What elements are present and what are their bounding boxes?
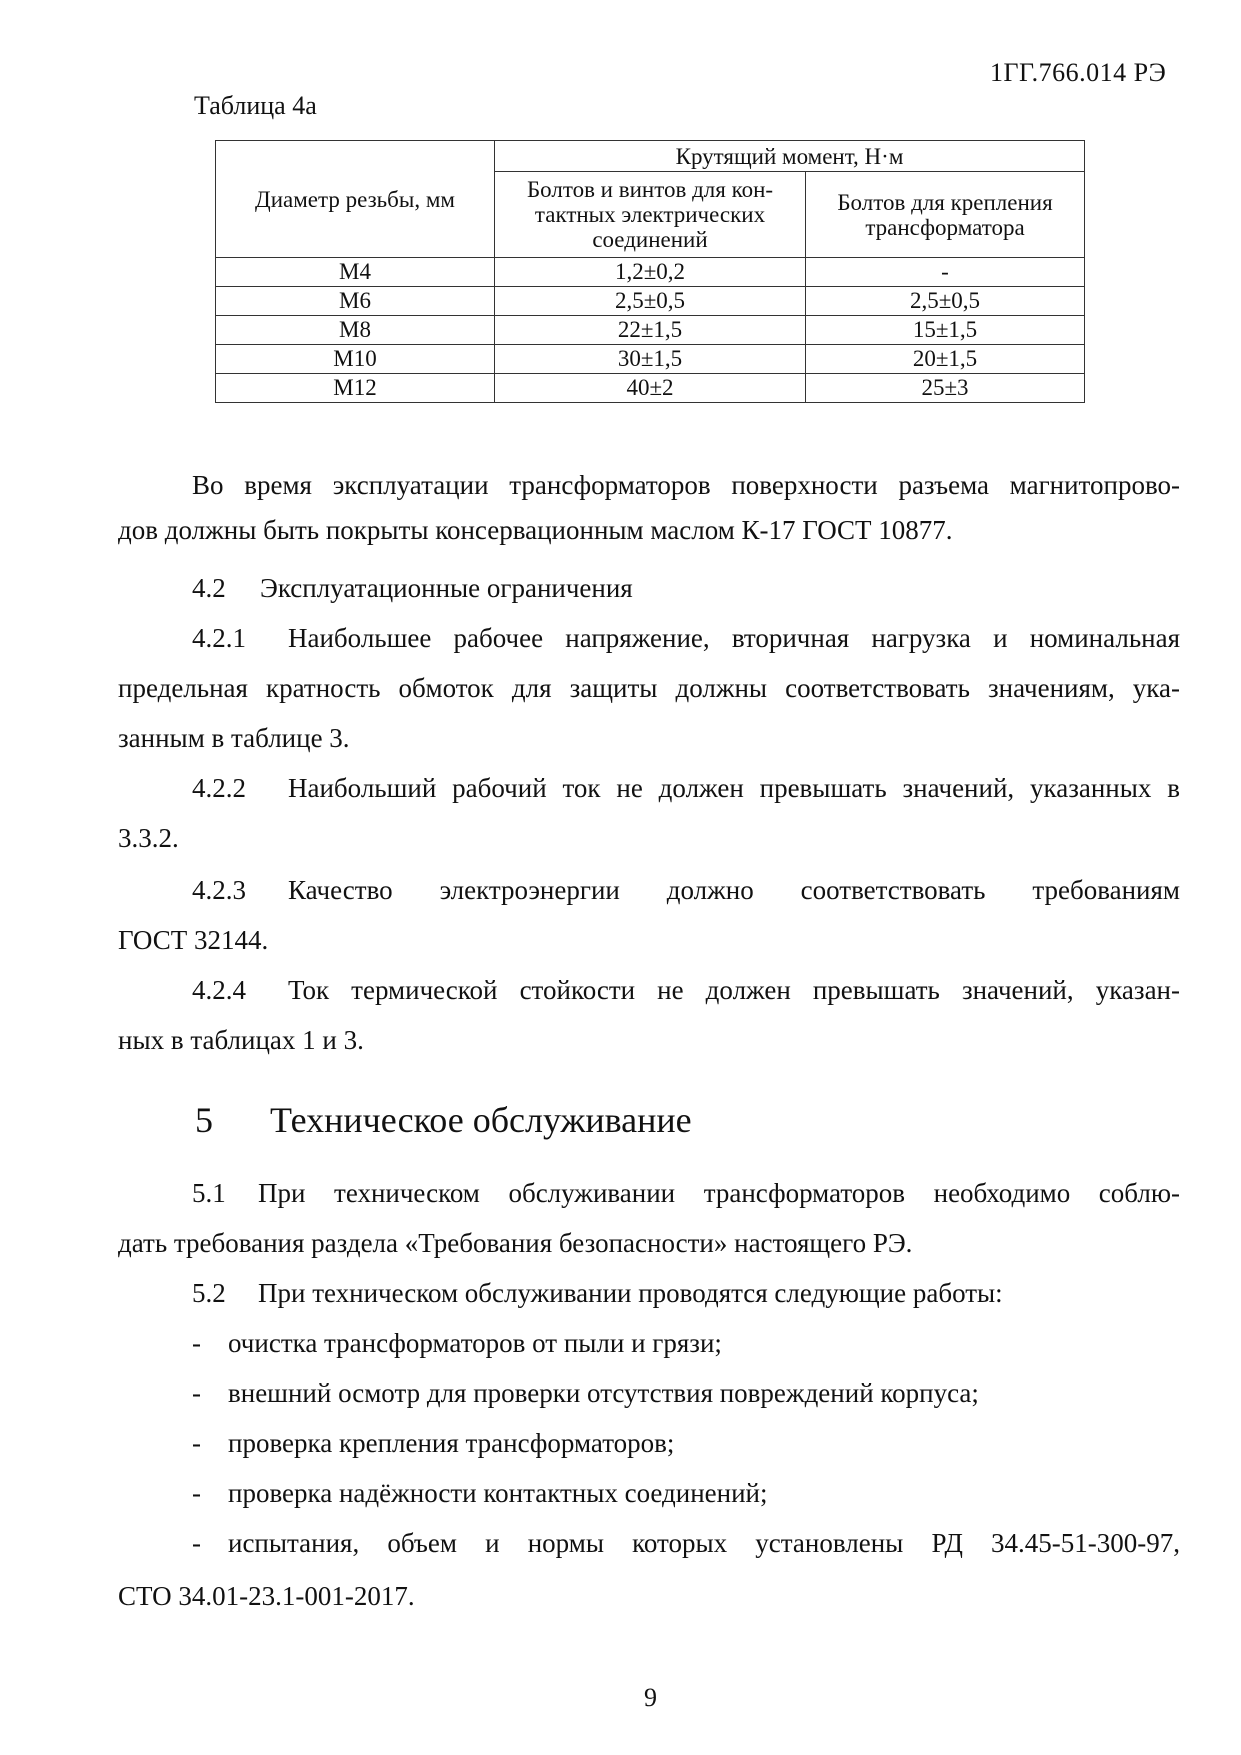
list-item [192,1327,722,1359]
bullet-dash: - [192,1528,201,1558]
list-item-text: внешний осмотр для проверки отсутствия повреждений корпуса; [228,1378,979,1408]
paragraph-line: дов должны быть покрыты консервационным маслом К-17 ГОСТ 10877. [118,515,953,545]
cell-mount: 25±3 [806,374,1085,403]
clause-5-2-line [192,1277,1003,1309]
group-header-torque: Крутящий момент, Н·м [495,141,1085,172]
cell-diameter: М12 [216,374,495,403]
clause-number: 4.2.2 [192,773,246,803]
list-item-text: проверка надёжности контактных соединений; [228,1478,768,1508]
clause-4-2-1-line [192,622,1180,654]
section-title: Эксплуатационные ограничения [260,573,633,603]
clause-text: Наибольшее рабочее напряжение, вторичная нагрузка и номинальная [288,623,1180,653]
clause-number: 5.2 [192,1278,226,1308]
paragraph-line: занным в таблице 3. [118,723,350,753]
col-header-mount [806,172,1085,258]
paragraph-line: 3.3.2. [118,823,179,853]
list-item [192,1427,674,1459]
cell-mount: 15±1,5 [806,316,1085,345]
clause-number: 4.2.1 [192,623,246,653]
table-row [216,316,1085,345]
list-item-text: проверка крепления трансформаторов; [228,1428,675,1458]
paragraph-line: ных в таблицах 1 и 3. [118,1025,364,1055]
header-line: тактных электрических [534,202,766,227]
clause-4-2-4-line [192,974,1180,1006]
clause-text: При техническом обслуживании проводятся следующие работы: [258,1278,1003,1308]
list-item [192,1477,768,1509]
clause-text: Ток термической стойкости не должен превышать значений, указан- [288,975,1180,1005]
cell-contact: 40±2 [495,374,806,403]
table-row [216,287,1085,316]
list-item [192,1527,1180,1559]
cell-diameter: М6 [216,287,495,316]
cell-contact: 22±1,5 [495,316,806,345]
paragraph-line: дать требования раздела «Требования безопасности» настоящего РЭ. [118,1228,913,1258]
clause-4-2-3-line [192,874,1180,906]
header-line: соединений [592,227,708,252]
document-code: 1ГГ.766.014 РЭ [990,58,1167,87]
clause-number: 4.2.3 [192,875,246,905]
clause-4-2-2-line [192,772,1180,804]
clause-number: 4.2.4 [192,975,246,1005]
cell-diameter: М8 [216,316,495,345]
header-line: трансформатора [865,214,1025,240]
cell-mount: 2,5±0,5 [806,287,1085,316]
torque-table [215,140,1085,403]
table-row [216,345,1085,374]
cell-contact: 30±1,5 [495,345,806,374]
cell-mount: 20±1,5 [806,345,1085,374]
page-number: 9 [644,1683,657,1712]
section-number: 5 [195,1100,213,1140]
section-5-heading [195,1100,692,1140]
bullet-dash: - [192,1428,201,1458]
bullet-dash: - [192,1378,201,1408]
paragraph-line: ГОСТ 32144. [118,925,269,955]
table-row [216,374,1085,403]
bullet-dash: - [192,1328,201,1358]
cell-diameter: М10 [216,345,495,374]
clause-number: 5.1 [192,1178,226,1208]
cell-contact: 1,2±0,2 [495,258,806,287]
clause-text: При техническом обслуживании трансформаторов необходимо соблю- [258,1178,1180,1208]
section-title: Техническое обслуживание [270,1100,692,1140]
header-line: Болтов для крепления [837,189,1053,215]
paragraph-line: СТО 34.01-23.1-001-2017. [118,1581,415,1611]
table-caption: Таблица 4а [194,91,317,120]
section-4-2-heading [192,572,633,604]
table-row [216,258,1085,287]
col-header-diameter: Диаметр резьбы, мм [216,141,495,258]
cell-contact: 2,5±0,5 [495,287,806,316]
list-item-text: испытания, объем и нормы которых установлены РД 34.45-51-300-97, [228,1528,1180,1558]
list-item [192,1377,979,1409]
paragraph-line: предельная кратность обмоток для защиты должны соответствовать значениям, ука- [118,673,1180,703]
clause-text: Качество электроэнергии должно соответствовать требованиям [288,875,1180,905]
col-header-contact [495,172,806,258]
paragraph-line: Во время эксплуатации трансформаторов поверхности разъема магнитопрово- [192,470,1180,500]
cell-diameter: М4 [216,258,495,287]
header-line: Болтов и винтов для кон- [526,177,774,202]
section-number: 4.2 [192,573,226,603]
clause-text: Наибольший рабочий ток не должен превышать значений, указанных в [288,773,1180,803]
clause-5-1-line [192,1177,1180,1209]
list-item-text: очистка трансформаторов от пыли и грязи; [228,1328,722,1358]
bullet-dash: - [192,1478,201,1508]
cell-mount: - [806,258,1085,287]
